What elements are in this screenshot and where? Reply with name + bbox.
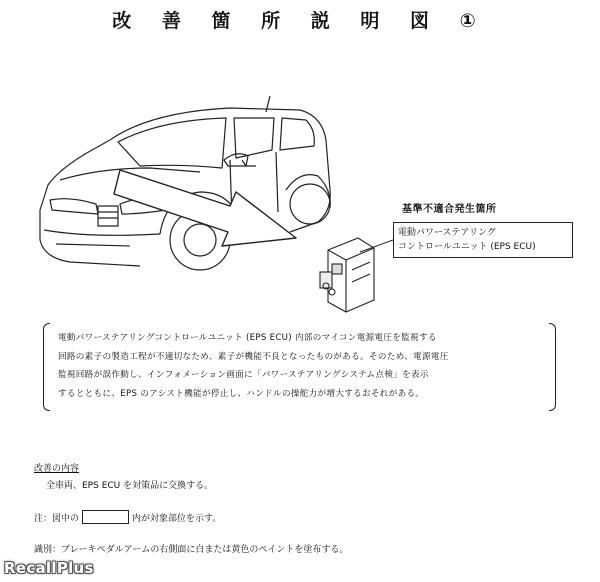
description-line-4: するとともに、EPS のアシスト機能が停止し、ハンドルの操舵力が増大するおそれがある。 <box>58 388 425 399</box>
note-suffix: 内が対象部位を示す。 <box>132 513 222 524</box>
watermark: RecallPlus <box>4 559 94 577</box>
description-bracket-right <box>549 323 556 411</box>
callout-line-2: コントロールユニット (EPS ECU) <box>398 242 536 252</box>
callout-line-1: 電動パワーステアリング <box>398 228 496 238</box>
improvement-title: 改善の内容 <box>34 464 80 474</box>
note <box>34 510 221 524</box>
defect-description <box>48 323 550 409</box>
description-line-1: 電動パワーステアリングコントロールユニット (EPS ECU) 内部のマイコン電源電圧を監視する <box>58 333 437 343</box>
target-frame-sample <box>82 510 129 524</box>
description-line-2: 回路の素子の製造工程が不適切なため、素子が機能不良となったものがある。そのため、電源電圧 <box>58 351 449 362</box>
callout-box <box>393 222 573 258</box>
improvement-body: 全車両、EPS ECU を対策品に交換する。 <box>46 481 214 491</box>
description-line-3: 監視回路が誤作動し、インフォメーション画面に「パワーステアリングシステム点検」を表示 <box>58 370 429 380</box>
identification-note: 識別：ブレーキペダルアームの右側面に白または黄色のペイントを塗布する。 <box>34 545 349 555</box>
page-title: 改 善 箇 所 説 明 図 ① <box>112 10 488 32</box>
note-prefix: 注：図中の <box>34 513 80 524</box>
callout-label: 基準不適合発生箇所 <box>402 204 497 215</box>
